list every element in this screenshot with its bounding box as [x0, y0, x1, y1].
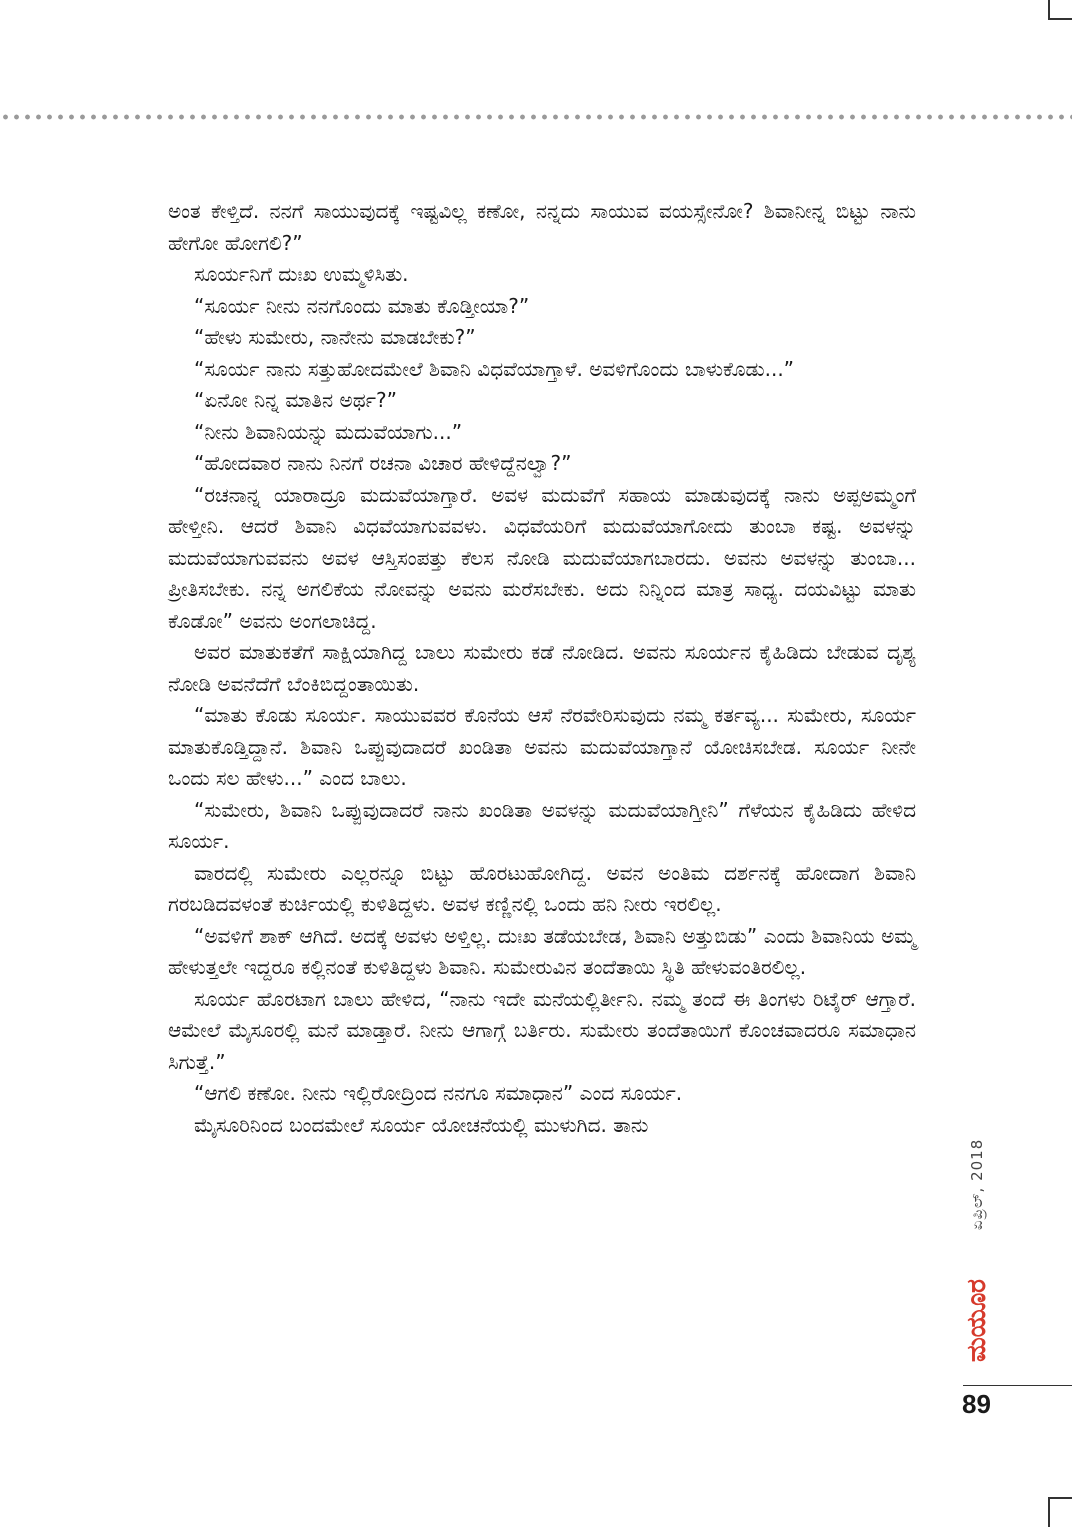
paragraph: “ರಚನಾನ್ನ ಯಾರಾದ್ರೂ ಮದುವೆಯಾಗ್ತಾರೆ. ಅವಳ ಮದುವೆಗೆ ಸಹಾಯ ಮಾಡುವುದಕ್ಕೆ ನಾನು ಅಪ್ಪಅಮ್ಮಂಗೆ ಹೇಳ್ತೀನಿ. ಆದರೆ ಶಿವಾನಿ ವಿಧವೆಯಾಗುವವಳು. ವಿಧವೆಯರಿಗೆ ಮದುವೆಯಾಗೋದು ತುಂಬಾ ಕಷ್ಟ. ಅವಳನ್ನು ಮದುವೆಯಾಗುವವನು ಅವಳ ಆಸ್ತಿಸಂಪತ್ತು ಕೆಲಸ ನೋಡಿ ಮದುವೆಯಾಗಬಾರದು. ಅವನು ಅವಳನ್ನು ತುಂಬಾ... ಪ್ರೀತಿಸಬೇಕು. ನನ್ನ ಅಗಲಿಕೆಯ ನೋವನ್ನು ಅವನು ಮರೆಸಬೇಕು. ಅದು ನಿನ್ನಿಂದ ಮಾತ್ರ ಸಾಧ್ಯ. ದಯವಿಟ್ಟು ಮಾತು ಕೊಡೋ” ಅವನು ಅಂಗಲಾಚಿದ್ದ.	[168, 482, 916, 633]
page-number-rule	[963, 1385, 1072, 1386]
story-text	[168, 196, 916, 1141]
paragraph: ಸೂರ್ಯನಿಗೆ ದುಃಖ ಉಮ್ಮಳಿಸಿತು.	[194, 262, 409, 286]
paragraph: “ಹೇಳು ಸುಮೇರು, ನಾನೇನು ಮಾಡಬೇಕು?”	[194, 325, 476, 349]
paragraph: “ಸೂರ್ಯ ನೀನು ನನಗೊಂದು ಮಾತು ಕೊಡ್ತೀಯಾ?”	[194, 293, 530, 318]
paragraph: ವಾರದಲ್ಲಿ ಸುಮೇರು ಎಲ್ಲರನ್ನೂ ಬಿಟ್ಟು ಹೊರಟುಹೋಗಿದ್ದ. ಅವನ ಅಂತಿಮ ದರ್ಶನಕ್ಕೆ ಹೋದಾಗ ಶಿವಾನಿ ಗರಬಡಿದವಳಂತೆ ಕುರ್ಚಿಯಲ್ಲಿ ಕುಳಿತಿದ್ದಳು. ಅವಳ ಕಣ್ಣಿನಲ್ಲಿ ಒಂದು ಹನಿ ನೀರು ಇರಲಿಲ್ಲ.	[168, 860, 916, 916]
crop-mark-top	[1048, 0, 1072, 20]
page-number: 89	[962, 1389, 991, 1419]
paragraph: ಅವರ ಮಾತುಕತೆಗೆ ಸಾಕ್ಷಿಯಾಗಿದ್ದ ಬಾಲು ಸುಮೇರು ಕಡೆ ನೋಡಿದ. ಅವನು ಸೂರ್ಯನ ಕೈಹಿಡಿದು ಬೇಡುವ ದೃಶ್ಯ ನೋಡಿ ಅವನೆದೆಗೆ ಬೆಂಕಿಬಿದ್ದಂತಾಯಿತು.	[168, 640, 916, 696]
paragraph: ಸೂರ್ಯ ಹೊರಟಾಗ ಬಾಲು ಹೇಳಿದ, “ನಾನು ಇದೇ ಮನೆಯಲ್ಲಿರ್ತೀನಿ. ನಮ್ಮ ತಂದೆ ಈ ತಿಂಗಳು ರಿಟೈರ್ ಆಗ್ತಾರೆ. ಆಮೇಲೆ ಮೈಸೂರಲ್ಲಿ ಮನೆ ಮಾಡ್ತಾರೆ. ನೀನು ಆಗಾಗ್ಗೆ ಬರ್ತಿರು. ಸುಮೇರು ತಂದೆತಾಯಿಗೆ ಕೊಂಚವಾದರೂ ಸಮಾಧಾನ ಸಿಗುತ್ತೆ.”	[168, 986, 916, 1074]
paragraph: “ಅವಳಿಗೆ ಶಾಕ್ ಆಗಿದೆ. ಅದಕ್ಕೆ ಅವಳು ಅಳ್ತಿಲ್ಲ. ದುಃಖ ತಡೆಯಬೇಡ, ಶಿವಾನಿ ಅತ್ತುಬಿಡು” ಎಂದು ಶಿವಾನಿಯ ಅಮ್ಮ ಹೇಳುತ್ತಲೇ ಇದ್ದರೂ ಕಲ್ಲಿನಂತೆ ಕುಳಿತಿದ್ದಳು ಶಿವಾನಿ. ಸುಮೇರುವಿನ ತಂದೆತಾಯಿ ಸ್ಥಿತಿ ಹೇಳುವಂತಿರಲಿಲ್ಲ.	[168, 923, 916, 979]
magazine-logo: ಮಯೂರ	[962, 1279, 992, 1362]
paragraph: ಮೈಸೂರಿನಿಂದ ಬಂದಮೇಲೆ ಸೂರ್ಯ ಯೋಚನೆಯಲ್ಲಿ ಮುಳುಗಿದ. ತಾನು	[194, 1112, 649, 1137]
issue-date: ಏಪ್ರಿಲ್, 2018	[968, 1138, 986, 1230]
paragraph: “ಸುಮೇರು, ಶಿವಾನಿ ಒಪ್ಪುವುದಾದರೆ ನಾನು ಖಂಡಿತಾ ಅವಳನ್ನು ಮದುವೆಯಾಗ್ತೀನಿ” ಗೆಳೆಯನ ಕೈಹಿಡಿದು ಹೇಳಿದ ಸೂರ್ಯ.	[168, 797, 917, 853]
paragraph: “ಹೋದವಾರ ನಾನು ನಿನಗೆ ರಚನಾ ವಿಚಾರ ಹೇಳಿದ್ದೆನಲ್ವಾ?”	[194, 451, 572, 475]
crop-mark-bottom	[1048, 1497, 1072, 1527]
paragraph: “ನೀನು ಶಿವಾನಿಯನ್ನು ಮದುವೆಯಾಗು...”	[194, 419, 463, 444]
paragraph: “ಆಗಲಿ ಕಣೋ. ನೀನು ಇಲ್ಲಿರೋದ್ರಿಂದ ನನಗೂ ಸಮಾಧಾನ” ಎಂದ ಸೂರ್ಯ.	[194, 1081, 683, 1105]
paragraph: “ಸೂರ್ಯ ನಾನು ಸತ್ತುಹೋದಮೇಲೆ ಶಿವಾನಿ ವಿಧವೆಯಾಗ್ತಾಳೆ. ಅವಳಿಗೊಂದು ಬಾಳುಕೊಡು...”	[194, 356, 795, 381]
dotted-separator	[0, 113, 1072, 121]
paragraph: ಅಂತ ಕೇಳ್ತಿದೆ. ನನಗೆ ಸಾಯುವುದಕ್ಕೆ ಇಷ್ಟವಿಲ್ಲ ಕಣೋ, ನನ್ನದು ಸಾಯುವ ವಯಸ್ಸೇನೋ? ಶಿವಾನೀನ್ನ ಬಿಟ್ಟು ನಾನು ಹೇಗೋ ಹೋಗಲಿ?”	[168, 199, 916, 255]
paragraph: “ಮಾತು ಕೊಡು ಸೂರ್ಯ. ಸಾಯುವವರ ಕೊನೆಯ ಆಸೆ ನೆರವೇರಿಸುವುದು ನಮ್ಮ ಕರ್ತವ್ಯ... ಸುಮೇರು, ಸೂರ್ಯ ಮಾತುಕೊಡ್ತಿದ್ದಾನೆ. ಶಿವಾನಿ ಒಪ್ಪುವುದಾದರೆ ಖಂಡಿತಾ ಅವನು ಮದುವೆಯಾಗ್ತಾನೆ ಯೋಚಿಸಬೇಡ. ಸೂರ್ಯ ನೀನೇ ಒಂದು ಸಲ ಹೇಳು...” ಎಂದ ಬಾಲು.	[168, 703, 916, 790]
paragraph: “ಏನೋ ನಿನ್ನ ಮಾತಿನ ಅರ್ಥ?”	[194, 388, 397, 412]
